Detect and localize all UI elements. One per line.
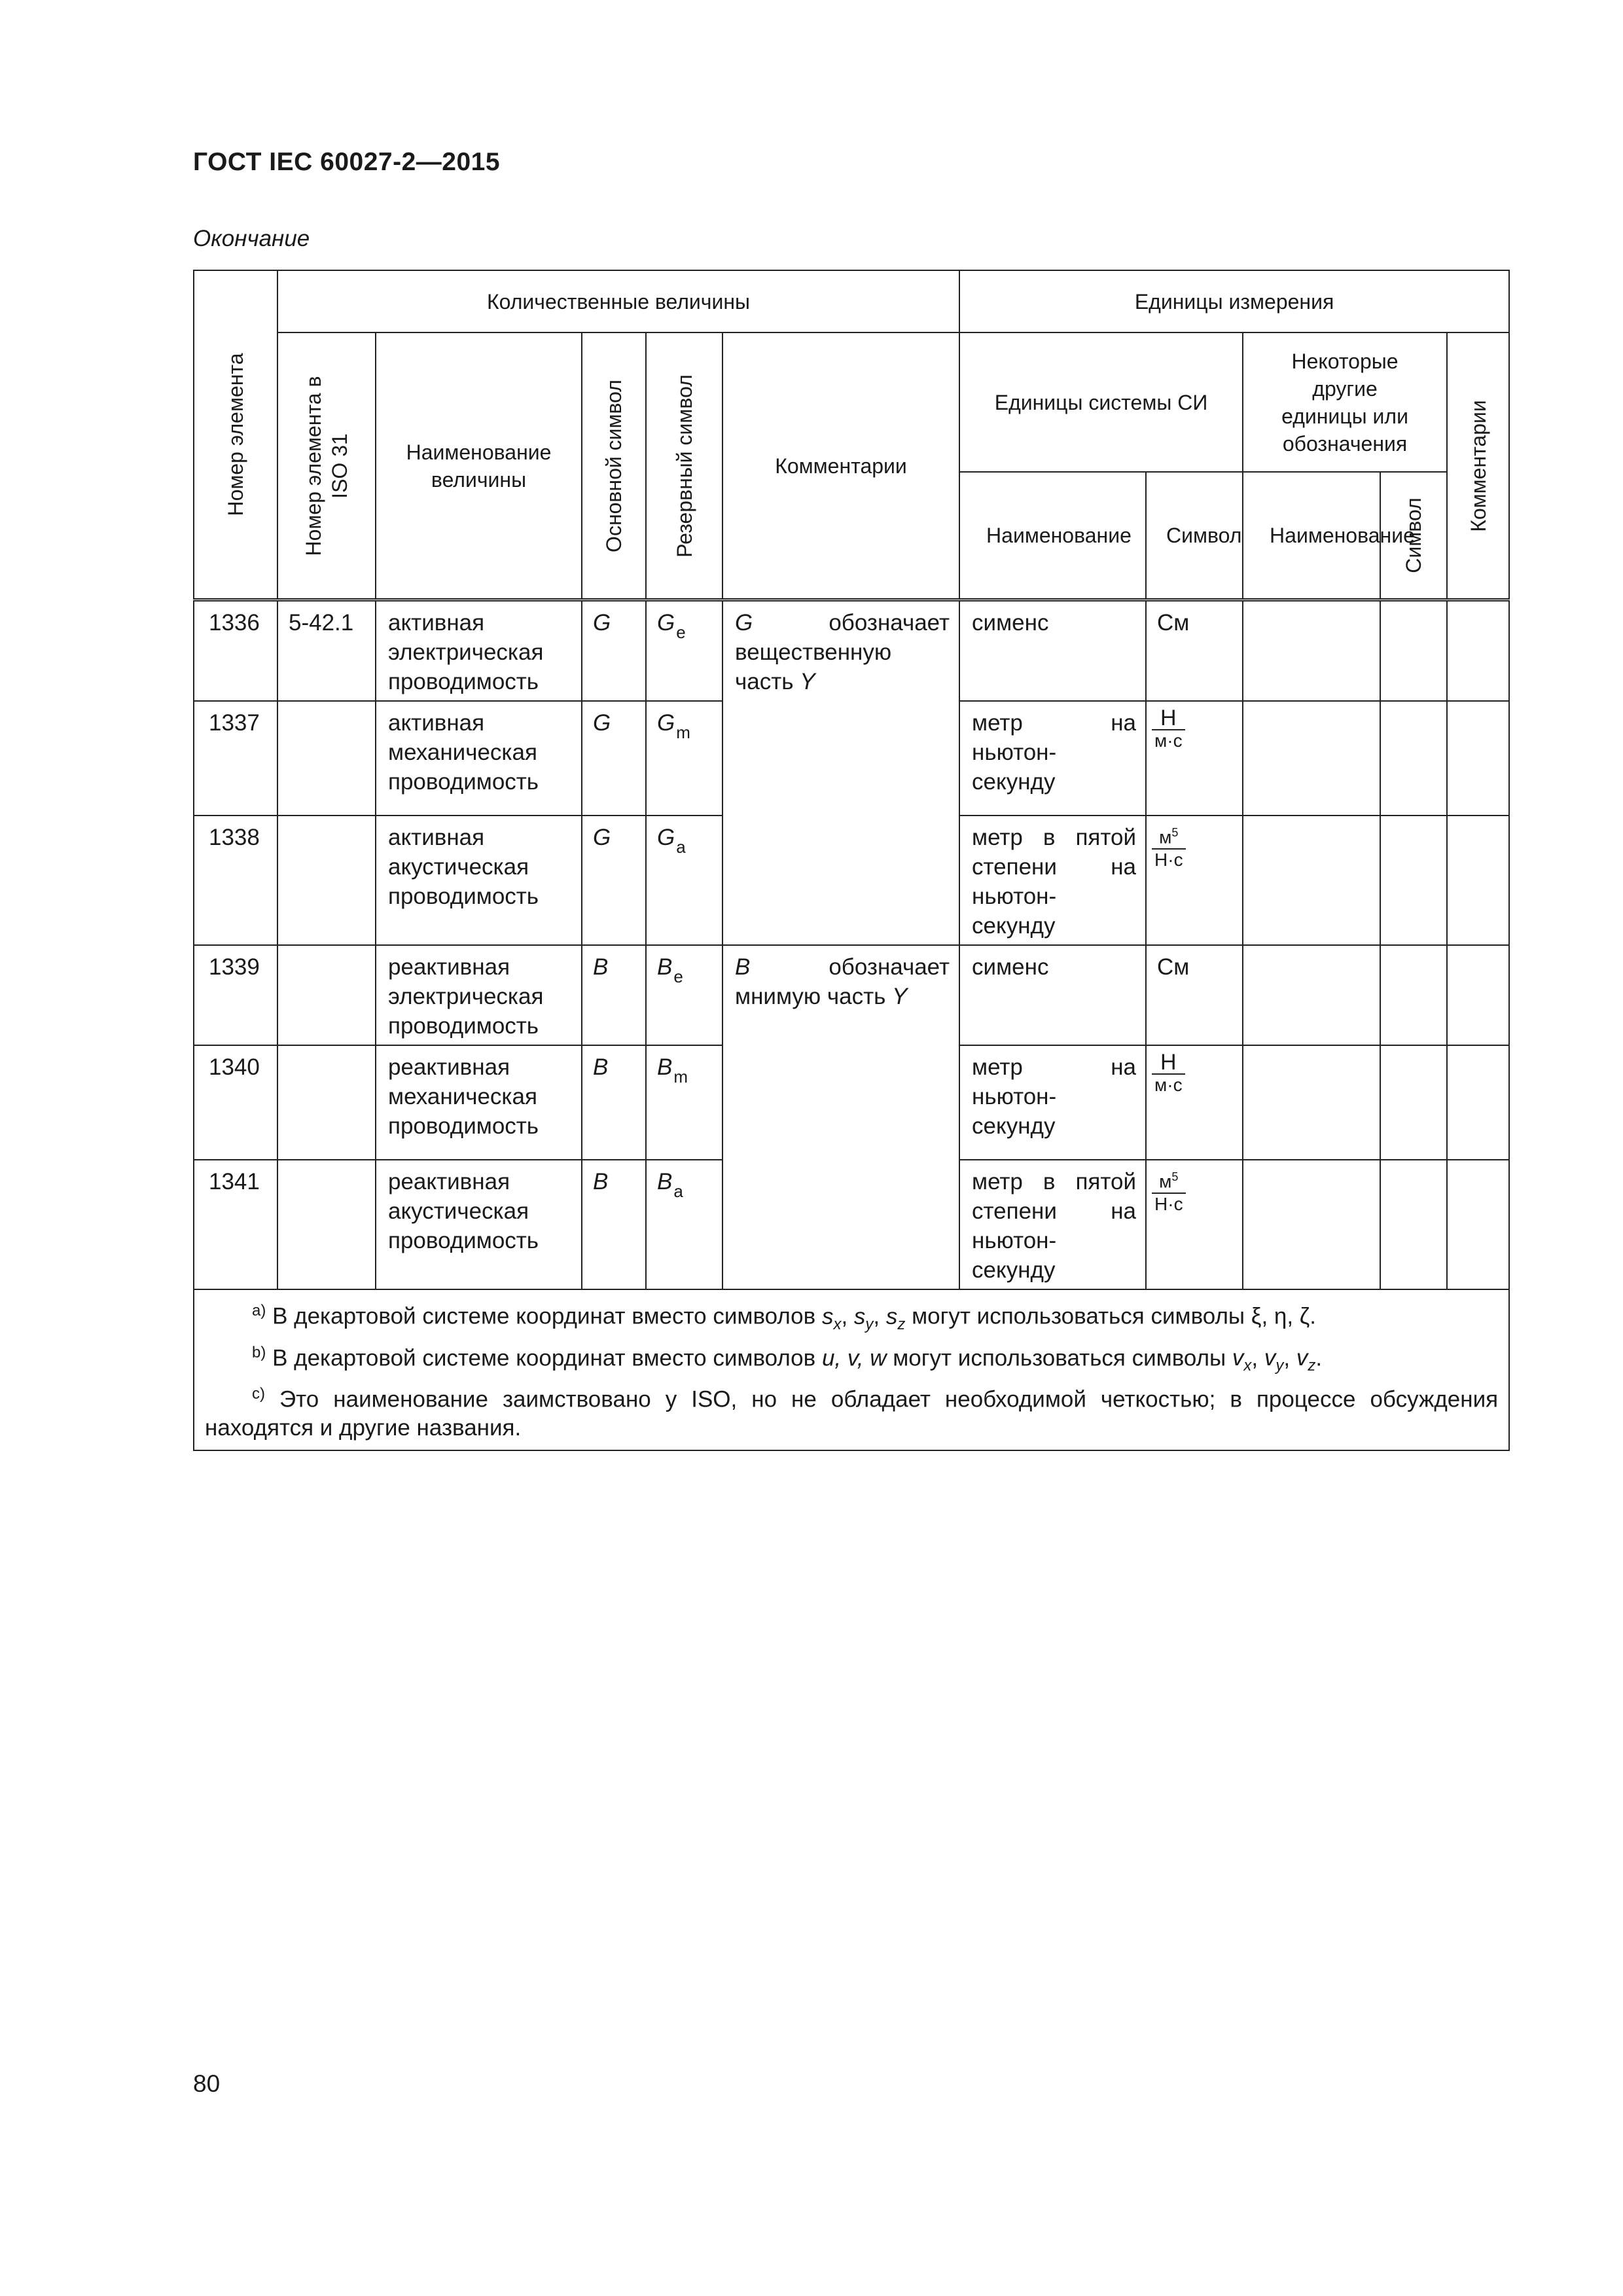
header-other-symbol: Символ: [1380, 472, 1447, 600]
document-title: ГОСТ IEC 60027-2—2015: [193, 148, 501, 176]
quantity-name: реактивная акустическая проводимость: [376, 1160, 582, 1289]
header-other-name: Наименование: [1243, 472, 1380, 600]
header-units-comments: Комментарии: [1447, 332, 1509, 600]
table-row: 1336 5-42.1 активная электрическая проводимость G $G_e$ G обозначает вещественную часть Y сименс См: [194, 600, 1509, 702]
header-main-symbol: Основной символ: [582, 332, 646, 600]
page-number: 80: [193, 2070, 221, 2097]
header-si-symbol: Символ: [1146, 472, 1243, 600]
quantities-table: [193, 270, 1510, 1451]
continuation-label: Окончание: [193, 226, 310, 251]
table-row: 1339 реактивная электрическая проводимость B $B_e$ B обозначает мнимую часть Y сименс См: [194, 945, 1509, 1045]
footnote-c: $^{c)}$ Это наименование заимствовано у ISO, но не обладает необходимой четкостью; в процессе обсуждения находятся и другие названия.: [205, 1385, 1499, 1441]
quantity-name: активная электрическая проводимость: [376, 600, 582, 702]
header-quantities: Количественные величины: [277, 270, 959, 332]
unit-fraction: $\frac{Н}{м\cdot с}$: [1146, 701, 1243, 816]
header-quantity-name: Наименование величины: [376, 332, 582, 600]
table-footnotes: [194, 1289, 1509, 1450]
header-si-units: Единицы системы СИ: [959, 332, 1243, 472]
header-reserve-symbol: Резервный символ: [646, 332, 722, 600]
quantity-name: активная механическая проводимость: [376, 701, 582, 816]
header-si-name: Наименование: [959, 472, 1146, 600]
footnote-a: $^{a)}$ В декартовой системе координат вместо символов $s_x$, $s_y$, $s_z$ могут использоваться символы ξ, η, ζ.: [252, 1302, 1316, 1333]
header-iso-item-number: Номер элемента в ISO 31: [277, 332, 376, 600]
header-item-number: Номер элемента: [194, 270, 277, 600]
table-row: 1341 реактивная акустическая проводимость B $B_a$ метр в пятой степени на ньютон-секунду $\frac{м^5}{Н\cdot с}$: [194, 1160, 1509, 1289]
table-row: 1340 реактивная механическая проводимость B $B_m$ метр на ньютон-секунду $\frac{Н}{м\cdot с}$: [194, 1045, 1509, 1160]
header-other-units: Некоторые другие единицы или обозначения: [1243, 332, 1447, 472]
table-row: 1338 активная акустическая проводимость G $G_a$ метр в пятой степени на ньютон-секунду $\frac{м^5}{Н\cdot с}$: [194, 816, 1509, 945]
quantity-name: активная акустическая проводимость: [376, 816, 582, 945]
header-comments: Комментарии: [722, 332, 959, 600]
quantity-name: реактивная механическая проводимость: [376, 1045, 582, 1160]
comment-g: G обозначает вещественную часть Y: [722, 600, 959, 946]
header-units: Единицы измерения: [959, 270, 1509, 332]
footnote-b: $^{b)}$ В декартовой системе координат вместо символов u, v, w могут использоваться символы $v_x$, $v_y$, $v_z$.: [252, 1343, 1323, 1375]
unit-fraction: $\frac{м^5}{Н\cdot с}$: [1146, 816, 1243, 945]
table-row: 1337 активная механическая проводимость G $G_m$ метр на ньютон-секунду $\frac{Н}{м\cdot с}$: [194, 701, 1509, 816]
comment-b: B обозначает мнимую часть Y: [722, 945, 959, 1289]
unit-fraction: $\frac{Н}{м\cdot с}$: [1146, 1045, 1243, 1160]
quantity-name: реактивная электрическая проводимость: [376, 945, 582, 1045]
unit-fraction: $\frac{м^5}{Н\cdot с}$: [1146, 1160, 1243, 1289]
